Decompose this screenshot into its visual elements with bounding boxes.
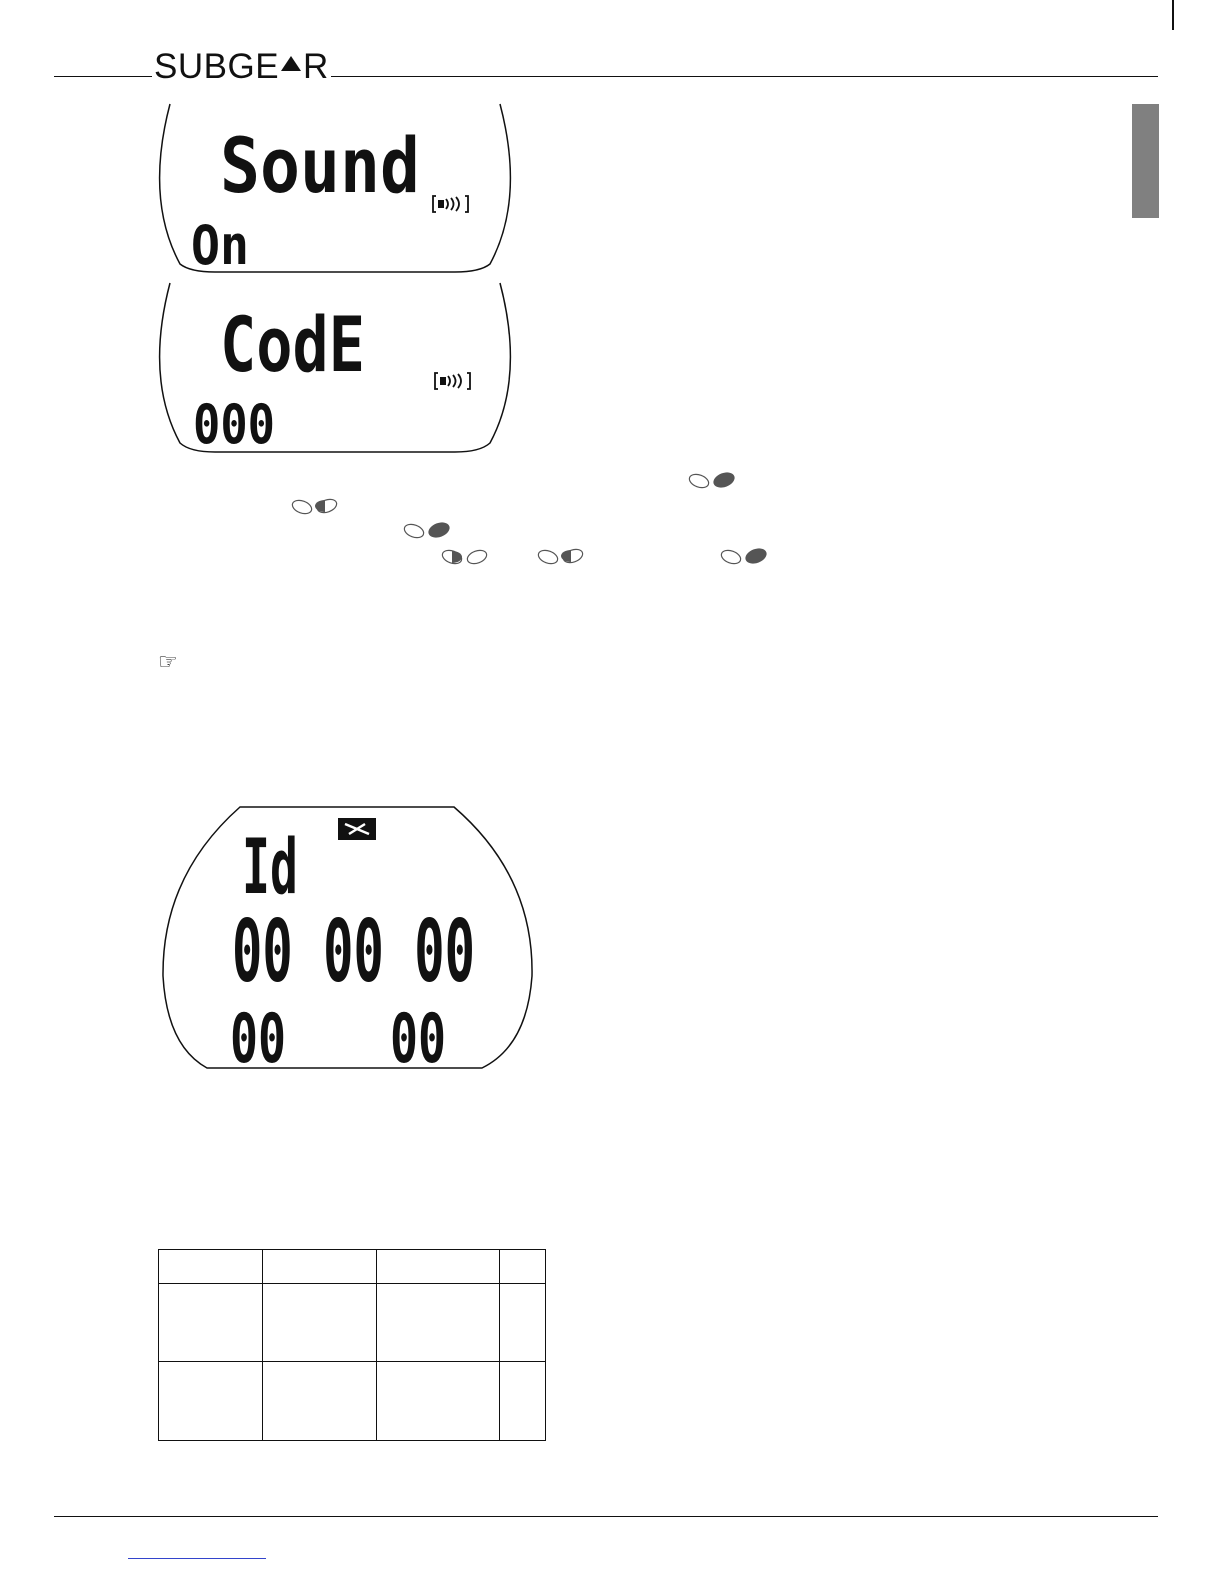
right-button-press-icon (720, 548, 770, 571)
table-cell (377, 1284, 500, 1362)
table-header-cell (159, 1250, 263, 1284)
lcd-sound-sub: On (191, 214, 249, 277)
pointing-hand-icon: ☞ (158, 650, 178, 675)
lcd-id-right: 00 (390, 1000, 446, 1079)
section-tab (1132, 104, 1159, 218)
lcd-code-main: CodE (220, 300, 365, 389)
table-row (159, 1362, 546, 1441)
table-header-cell (500, 1250, 546, 1284)
brand-text: SUBGE R (154, 47, 329, 86)
lcd-id-label: Id (242, 822, 298, 911)
table-header-cell (377, 1250, 500, 1284)
table-cell (500, 1362, 546, 1441)
table-cell (377, 1362, 500, 1441)
table-header-row (159, 1250, 546, 1284)
lcd-id-left: 00 (230, 1000, 286, 1079)
table-cell (159, 1284, 263, 1362)
right-button-press-icon (688, 472, 738, 495)
lcd-sound-display (155, 104, 515, 277)
right-button-half-icon (537, 548, 587, 571)
table-row (159, 1284, 546, 1362)
lcd-id-display (162, 806, 534, 1079)
lcd-code-display (155, 283, 515, 455)
left-button-half-icon (440, 548, 490, 571)
right-button-half-icon (291, 498, 341, 521)
table-header-cell (263, 1250, 377, 1284)
brand-triangle-icon (281, 56, 301, 71)
lcd-sound-main: Sound (220, 121, 420, 210)
brand-logo (152, 49, 331, 85)
spec-table (158, 1249, 546, 1441)
sound-icon (435, 373, 470, 389)
footer-rule (54, 1516, 1158, 1517)
right-button-press-icon (403, 522, 453, 545)
table-cell (263, 1362, 377, 1441)
footer-link-underline[interactable] (128, 1558, 266, 1559)
lcd-code-sub: 000 (193, 393, 275, 456)
table-cell (263, 1284, 377, 1362)
table-cell (500, 1284, 546, 1362)
top-crop-mark (1172, 0, 1174, 30)
table-cell (159, 1362, 263, 1441)
lcd-id-main: 00 00 00 (232, 902, 475, 1002)
sound-icon (433, 196, 468, 212)
